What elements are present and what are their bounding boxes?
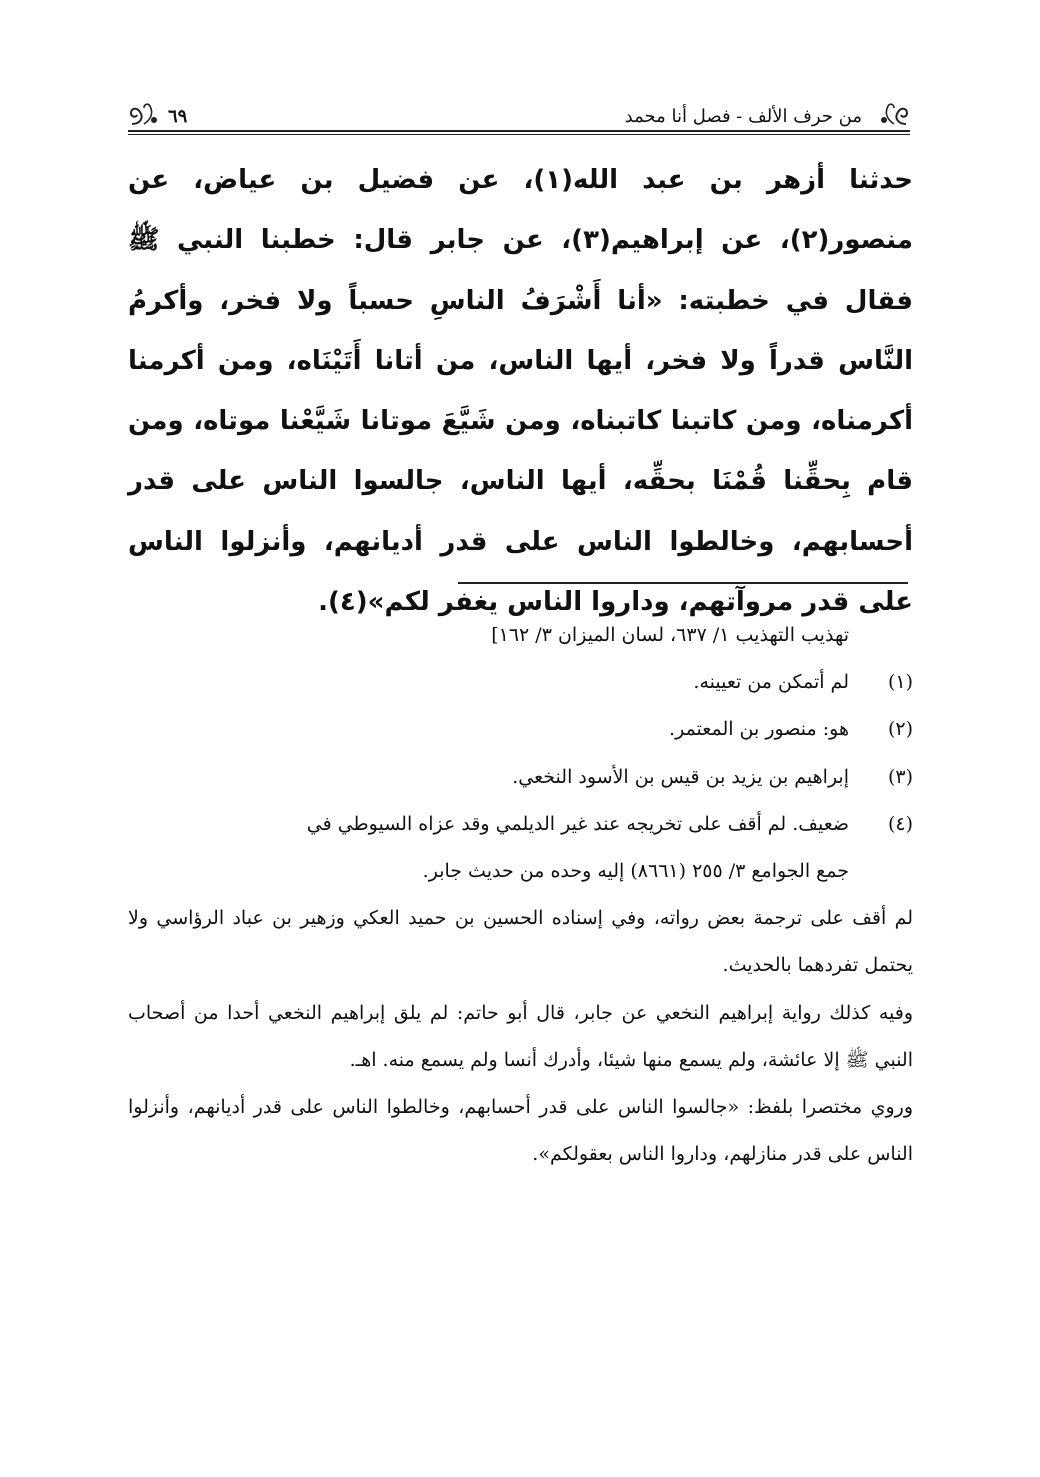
footnote-paragraph: لم أقف على ترجمة بعض رواته، وفي إسناده الحسين بن حميد العكي وزهير بن عباد الرؤاسي ولا يحتمل تفردهما بالحديث. bbox=[128, 907, 913, 977]
footnote-item bbox=[128, 801, 913, 848]
hadith-text bbox=[128, 150, 913, 632]
footnote-number: (٢) bbox=[887, 718, 913, 741]
footnote-text: هو: منصور بن المعتمر. bbox=[669, 718, 849, 741]
footnote-continuation: جمع الجوامع ٣/ ٢٥٥ (٨٦٦١) إليه وحده من حديث جابر. bbox=[422, 860, 849, 883]
footnote-text: إبراهيم بن يزيد بن قيس بن الأسود النخعي. bbox=[512, 765, 849, 788]
page-number: ٦٩ bbox=[168, 106, 188, 127]
footnote-paragraph: وروي مختصرا بلفظ: «جالسوا الناس على قدر أحسابهم، وخالطوا الناس على قدر أديانهم، وأنزلوا الناس على قدر منازلهم، وداروا الناس بعقولكم». bbox=[128, 1096, 913, 1166]
header-rule bbox=[128, 130, 910, 132]
footnote-paragraph: وفيه كذلك رواية إبراهيم النخعي عن جابر، قال أبو حاتم: لم يلق إبراهيم النخعي أحدا من أصحاب النبي ﷺ إلا عائشة، ولم يسمع منها شيئا، وأدرك أنسا ولم يسمع منه. اهـ. bbox=[128, 1001, 913, 1071]
footnote-text: ضعيف. لم أقف على تخريجه عند غير الديلمي وقد عزاه السيوطي في bbox=[306, 812, 849, 835]
footnote-number: (٣) bbox=[887, 765, 913, 788]
main-paragraph: حدثنا أزهر بن عبد الله(١)، عن فضيل بن عياض، عن منصور(٢)، عن إبراهيم(٣)، عن جابر قال: خطبنا النبي ﷺ فقال في خطبته: «أنا أَشْرَفُ الناسِ حسباً ولا فخر، وأكرمُ النَّاس قدراً ولا فخر، أيها الناس، من أتانا أَتَيْنَاه، ومن أكرمنا أكرمناه، ومن كاتبنا كاتبناه، ومن شَيَّعَ موتانا شَيَّعْنا موتاه، ومن قام بِحقِّنا قُمْنَا بحقِّه، أيها الناس، جالسوا الناس على قدر أحسابهم، وخالطوا الناس على قدر أديانهم، وأنزلوا الناس على قدر مروآتهم، وداروا الناس يغفر لكم»(٤). bbox=[128, 165, 913, 618]
ornament-icon bbox=[128, 100, 162, 128]
footnote-source: تهذيب التهذيب ١/ ٦٣٧، لسان الميزان ٣/ ١٦٢] bbox=[491, 624, 849, 646]
header-rule-thin bbox=[128, 134, 910, 135]
ornament-icon bbox=[876, 100, 910, 128]
footnotes bbox=[128, 612, 913, 1178]
footnote-separator bbox=[458, 582, 908, 584]
footnote-number: (٤) bbox=[887, 812, 913, 835]
footnote-item bbox=[128, 706, 913, 753]
footnote-text: لم أتمكن من تعيينه. bbox=[693, 671, 849, 694]
header-title: من حرف الألف - فصل أنا محمد bbox=[624, 106, 862, 127]
footnote-item bbox=[128, 659, 913, 706]
running-header bbox=[128, 96, 910, 136]
footnote-number: (١) bbox=[887, 671, 913, 694]
footnote-item bbox=[128, 754, 913, 801]
